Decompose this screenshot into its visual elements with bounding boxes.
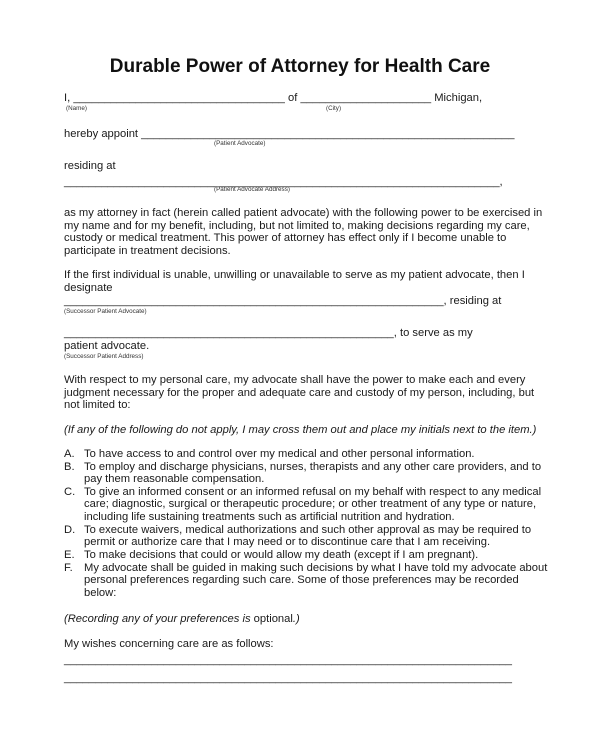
residing-label: residing at <box>64 160 116 172</box>
patient-advocate-blank[interactable]: ____________________________________________________________ <box>141 128 515 140</box>
successor-advocate-blank[interactable]: _____________________________________________________________, <box>64 295 447 307</box>
document-title: Durable Power of Attorney for Health Care <box>109 56 491 77</box>
name-blank[interactable]: __________________________________ <box>73 92 285 104</box>
power-key: B. <box>64 461 75 473</box>
successor-address-line <box>64 327 473 340</box>
successor-line <box>64 295 501 308</box>
wishes-line[interactable]: ________________________________________________________________________ <box>64 654 512 666</box>
advocate-address-blank[interactable]: ______________________________________________________________________, <box>64 176 503 188</box>
caption-city: (City) <box>326 105 342 112</box>
recording-note-optional: optional <box>253 613 293 625</box>
power-text: To make decisions that could or would allow my death (except if I am pregnant). <box>84 549 479 561</box>
power-text: To have access to and control over my medical and other personal information. <box>84 448 475 460</box>
appoint-text: hereby appoint <box>64 128 139 140</box>
serve-text: to serve as my <box>399 327 473 339</box>
power-text: My advocate shall be guided in making such decisions by what I have told my advocate about personal preferences regarding such care. Some of those preferences may be recorded below: <box>84 562 548 599</box>
power-text: To execute waivers, medical authorizations and such other approval as may be required to permit or authorize care that I may need or to discontinue care that I am receiving. <box>84 524 532 549</box>
caption-name: (Name) <box>66 105 87 112</box>
recording-note-end: .) <box>292 613 300 625</box>
power-key: E. <box>64 549 75 561</box>
wishes-label: My wishes concerning care are as follows: <box>64 638 274 650</box>
power-key: D. <box>64 524 76 536</box>
power-key: C. <box>64 486 76 498</box>
power-key: F. <box>64 562 73 574</box>
patient-advocate-text: patient advocate. <box>64 340 150 352</box>
state-text: Michigan, <box>434 92 483 104</box>
successor-residing-text: residing at <box>449 295 502 307</box>
name-prefix: I, <box>64 92 71 104</box>
recording-note <box>64 613 300 626</box>
caption-successor-advocate: (Successor Patient Advocate) <box>64 308 147 315</box>
power-key: A. <box>64 448 75 460</box>
personal-care-paragraph: With respect to my personal care, my advocate shall have the power to make each and every judgment necessary for the proper and adequate care and custody of my person, including, but not limited to: <box>64 374 535 412</box>
caption-advocate-address: (Patient Advocate Address) <box>214 186 290 193</box>
successor-paragraph: If the first individual is unable, unwilling or unavailable to serve as my patient advocate, then I designate <box>64 269 525 294</box>
appoint-line <box>64 128 514 141</box>
recording-note-italic: (Recording any of your preferences is <box>64 613 254 625</box>
caption-patient-advocate: (Patient Advocate) <box>214 140 266 147</box>
attorney-paragraph: as my attorney in fact (herein called patient advocate) with the following power to be exercised in my name and for my benefit, including, but not limited to, making decisions regarding my care, custody or medical treatment. This power of attorney has effect only if I become unable to participate in treatment decisions. <box>64 207 543 257</box>
cross-out-note: (If any of the following do not apply, I may cross them out and place my initials next to the item.) <box>64 424 537 436</box>
name-line <box>64 92 482 105</box>
wishes-line[interactable]: ________________________________________________________________________ <box>64 672 512 684</box>
city-blank[interactable]: _____________________ <box>300 92 432 104</box>
power-text: To employ and discharge physicians, nurses, therapists and any other care providers, and to pay them reasonable compensation. <box>84 461 542 486</box>
power-text: To give an informed consent or an informed refusal on my behalf with respect to any medical care; diagnostic, surgical or therapeutic procedure; or other treatment of any type or nature, including life sustaining treatments such as artificial nutrition and hydration. <box>84 486 542 523</box>
successor-address-blank[interactable]: _____________________________________________________, <box>64 327 397 339</box>
of-text: of <box>287 92 298 104</box>
caption-successor-address: (Successor Patient Address) <box>64 353 144 360</box>
